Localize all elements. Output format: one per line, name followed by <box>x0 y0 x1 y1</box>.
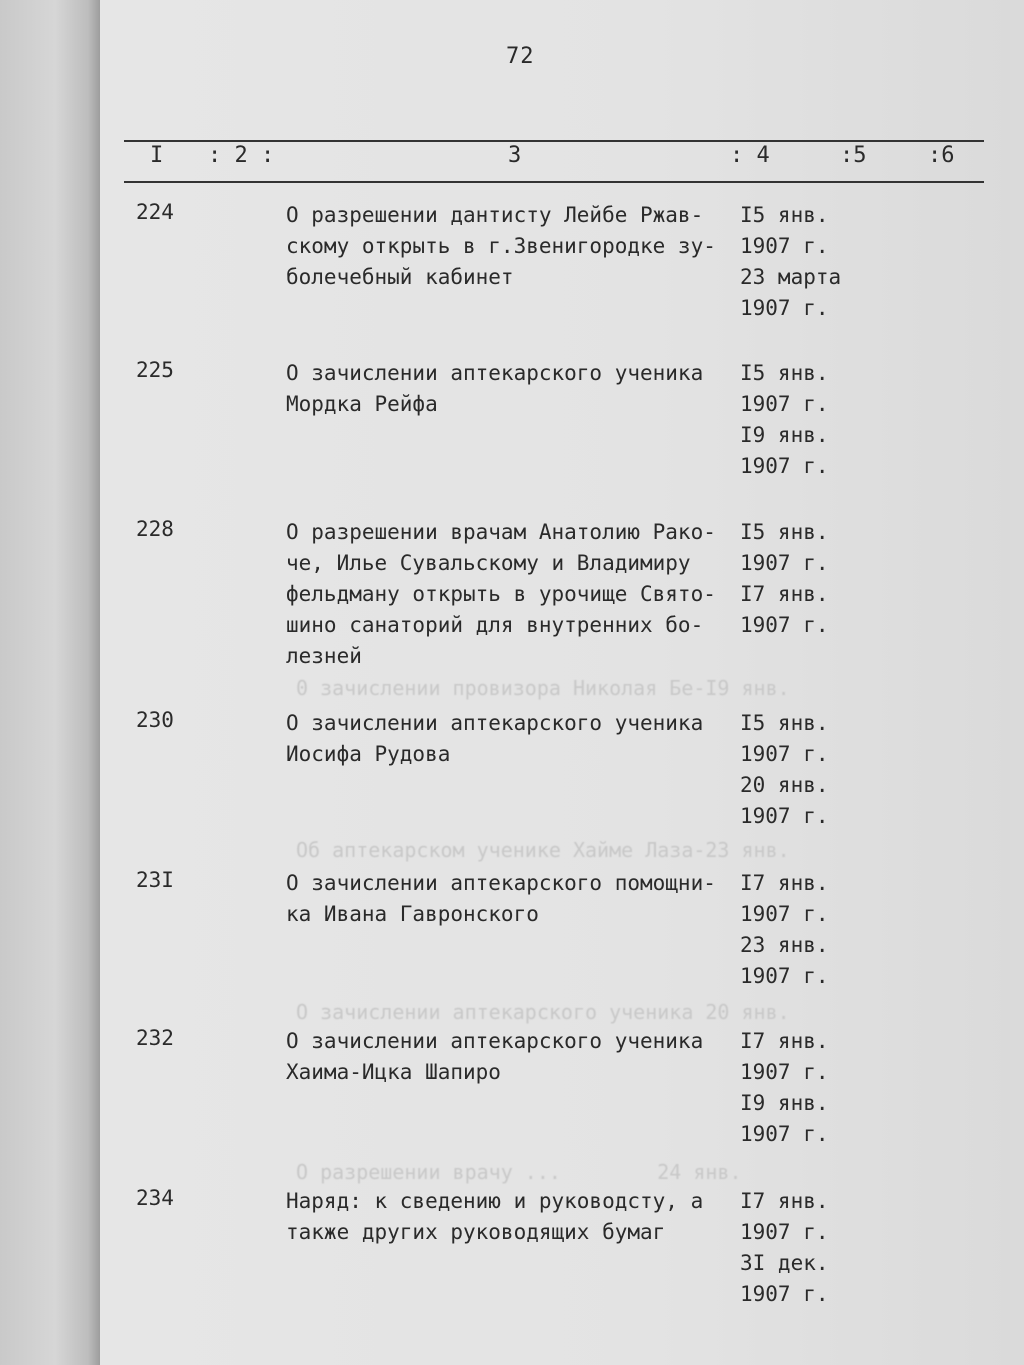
column-header-3: 3 <box>508 143 522 168</box>
page-number: 72 <box>506 44 535 69</box>
entry-number: 225 <box>136 358 174 382</box>
bleed-through-text: О разрешении врачу ... 24 янв. <box>296 1160 742 1184</box>
document-page <box>100 0 1024 1365</box>
entry-title: О разрешении дантисту Лейбе Ржав- скому открыть в г.Звенигородке зу- болечебный кабинет <box>286 203 716 289</box>
entry-dates: I7 янв. 1907 г. 23 янв. 1907 г. <box>740 871 829 988</box>
book-binding <box>0 0 100 1365</box>
bleed-through-text: Об аптекарском ученике Хайме Лаза-23 янв. <box>296 838 790 862</box>
entry-number: 234 <box>136 1186 174 1210</box>
entry-number: 224 <box>136 200 174 224</box>
table-header-rule <box>124 181 984 183</box>
entry-dates: I7 янв. 1907 г. I9 янв. 1907 г. <box>740 1029 829 1146</box>
entry-number: 228 <box>136 517 174 541</box>
bleed-through-text: 0 зачислении провизора Николая Бе-I9 янв. <box>296 676 790 700</box>
entry-dates: I7 янв. 1907 г. 3I дек. 1907 г. <box>740 1189 829 1306</box>
column-header-5: :5 <box>840 143 867 168</box>
column-header-6: :6 <box>928 143 955 168</box>
entry-dates: I5 янв. 1907 г. I7 янв. 1907 г. <box>740 520 829 637</box>
table-top-rule <box>124 140 984 142</box>
entry-dates: I5 янв. 1907 г. 23 марта 1907 г. <box>740 203 842 320</box>
entry-title: О зачислении аптекарского ученика Иосифа Рудова <box>286 711 704 766</box>
entry-dates: I5 янв. 1907 г. I9 янв. 1907 г. <box>740 361 829 478</box>
entry-title: О зачислении аптекарского ученика Мордка Рейфа <box>286 361 704 416</box>
entry-title: Наряд: к сведению и руководсту, а также других руководящих бумаг <box>286 1189 704 1244</box>
entry-number: 230 <box>136 708 174 732</box>
column-header-1: I <box>150 143 164 168</box>
entry-number: 232 <box>136 1026 174 1050</box>
entry-dates: I5 янв. 1907 г. 20 янв. 1907 г. <box>740 711 829 828</box>
column-header-2: : 2 : <box>208 143 275 168</box>
entry-number: 23I <box>136 868 174 892</box>
entry-title: О зачислении аптекарского ученика Хаима-Ицка Шапиро <box>286 1029 704 1084</box>
bleed-through-text: О зачислении аптекарского ученика 20 янв. <box>296 1000 790 1024</box>
entry-title: О разрешении врачам Анатолию Рако- че, Илье Сувальскому и Владимиру фельдману открыть в урочище Свято- шино санаторий для внутренних бо- лезней <box>286 520 716 668</box>
entry-title: О зачислении аптекарского помощни- ка Ивана Гавронского <box>286 871 716 926</box>
column-header-4: : 4 <box>730 143 770 168</box>
